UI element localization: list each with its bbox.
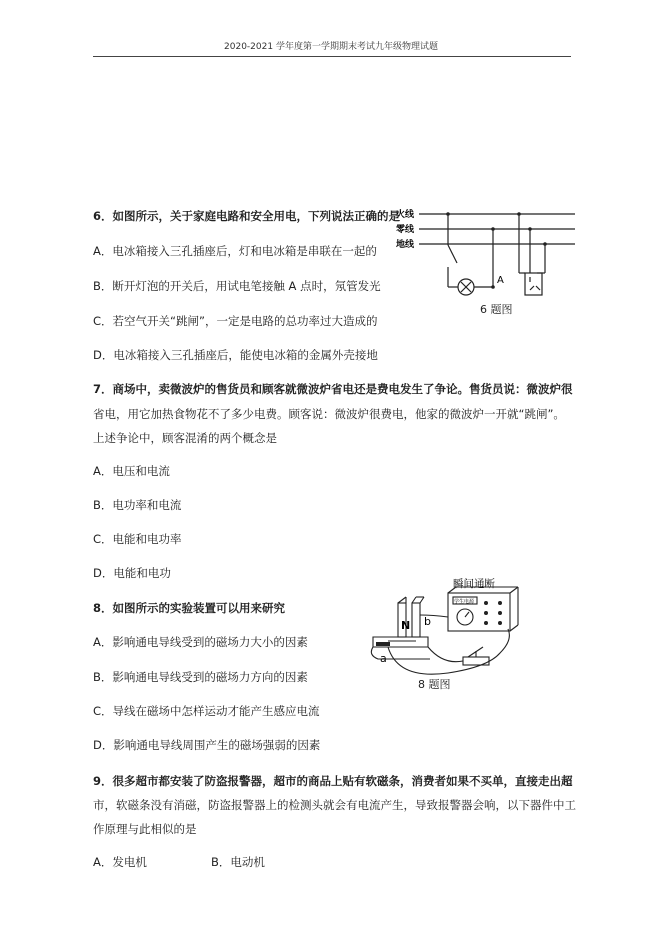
q6-option-b: B．断开灯泡的开关后，用试电笔接触 A 点时，氖管发光: [93, 279, 381, 293]
q9-option-b: B．电动机: [211, 855, 265, 869]
q9-option-a: A．发电机: [93, 855, 147, 869]
q8-option-b: B．影响通电导线受到的磁场力方向的因素: [93, 670, 308, 684]
q7-option-d: D．电能和电功: [93, 566, 171, 580]
meter-label: 学生电源: [454, 599, 475, 605]
q6-option-a: A．电冰箱接入三孔插座后，灯和电冰箱是串联在一起的: [93, 244, 377, 258]
q7-stem-line-2: 省电，用它加热食物花不了多少电费。顾客说：微波炉很费电，他家的微波炉一开就“跳闸”。: [93, 407, 565, 421]
q7-stem-line-1: 7．商场中，卖微波炉的售货员和顾客就微波炉省电还是费电发生了争论。售货员说：微波炉很: [93, 382, 573, 396]
q7-option-a: A．电压和电流: [93, 464, 170, 478]
q8-apparatus-figure: [368, 575, 528, 687]
q7-stem-line-3: 上述争论中，顾客混淆的两个概念是: [93, 431, 277, 445]
q8-option-c: C．导线在磁场中怎样运动才能产生感应电流: [93, 704, 320, 718]
wire-label-live: 火线: [396, 210, 415, 220]
label-a: a: [380, 652, 387, 665]
q9-stem-line-2: 市，软磁条没有消磁，防盗报警器上的检测头就会有电流产生，导致报警器会响，以下器件中工: [93, 798, 576, 812]
q6-figure-caption: 6 题图: [480, 303, 513, 316]
q8-figure-caption: 8 题图: [418, 678, 451, 691]
q9-stem-line-1: 9．很多超市都安装了防盗报警器，超市的商品上贴有软磁条，消费者如果不买单，直接走出超: [93, 774, 573, 788]
page-header: 2020-2021 学年度第一学期期末考试九年级物理试题: [224, 42, 438, 52]
box-title: 瞬间通断: [453, 578, 495, 590]
label-b: b: [424, 615, 431, 628]
q7-option-b: B．电功率和电流: [93, 498, 182, 512]
q6-option-c: C．若空气开关“跳闸”，一定是电路的总功率过大造成的: [93, 314, 378, 328]
wire-label-neutral: 零线: [396, 225, 415, 235]
q8-option-a: A．影响通电导线受到的磁场力大小的因素: [93, 635, 308, 649]
q9-stem-line-3: 作原理与此相似的是: [93, 822, 197, 836]
point-a-label: A: [497, 275, 504, 286]
wire-label-ground: 地线: [396, 240, 415, 250]
q7-option-c: C．电能和电功率: [93, 532, 182, 546]
q8-option-d: D．影响通电导线周围产生的磁场强弱的因素: [93, 738, 321, 752]
q8-stem: 8．如图所示的实验装置可以用来研究: [93, 601, 285, 615]
q6-option-d: D．电冰箱接入三孔插座后，能使电冰箱的金属外壳接地: [93, 348, 378, 362]
q6-stem: 6．如图所示，关于家庭电路和安全用电，下列说法正确的是: [93, 209, 400, 223]
header-rule: [93, 56, 571, 57]
magnet-label: N: [401, 619, 411, 632]
